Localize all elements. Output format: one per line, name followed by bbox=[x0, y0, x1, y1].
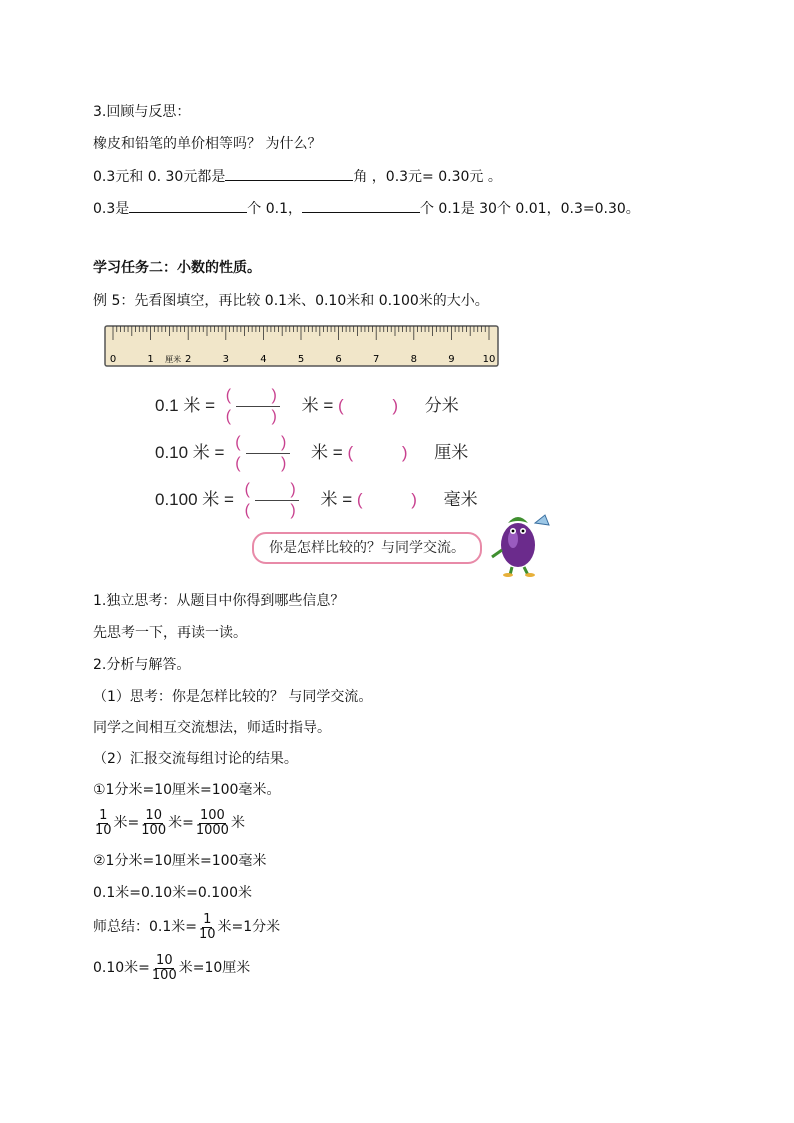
blank-fraction[interactable] bbox=[231, 433, 304, 474]
text: 个 0.1是 30个 0.01，0.3=0.30。 bbox=[419, 201, 640, 217]
paren: ( ) bbox=[225, 408, 295, 425]
text: 0.3元和 0. 30元都是 bbox=[93, 169, 226, 185]
eq-left: 0.10 米 = bbox=[155, 442, 225, 462]
numerator: 10 bbox=[145, 807, 162, 823]
result-3: 0.1米=0.10米=0.100米 bbox=[93, 885, 252, 901]
eq-unit: 分米 bbox=[424, 395, 459, 415]
text: 角 ，0.3元= 0.30元 。 bbox=[353, 169, 502, 185]
numerator: 10 bbox=[156, 952, 173, 968]
ruler-tick-label: 6 bbox=[335, 354, 342, 365]
summary-last bbox=[93, 952, 250, 984]
ruler-tick-label: 7 bbox=[373, 354, 380, 365]
step-2: 2.分析与解答。 bbox=[93, 657, 191, 673]
denominator: 100 bbox=[151, 967, 177, 983]
denominator: 10 bbox=[95, 822, 112, 838]
task2-title: 学习任务二：小数的性质。 bbox=[93, 260, 261, 276]
fraction-line bbox=[93, 807, 245, 839]
equation-2 bbox=[155, 433, 468, 474]
ruler-tick-label: 1 bbox=[147, 354, 154, 365]
numerator: 1 bbox=[99, 807, 108, 823]
result-2: ②1分米=10厘米=100毫米 bbox=[93, 853, 267, 869]
eq-mid: 米 = bbox=[311, 442, 343, 462]
text: 个 0.1， bbox=[247, 201, 302, 217]
text: 米=10厘米 bbox=[178, 960, 251, 976]
blank-fraction[interactable] bbox=[222, 386, 295, 427]
teacher-summary bbox=[93, 911, 280, 943]
equation-3 bbox=[155, 480, 478, 521]
step-2a: （1）思考：你是怎样比较的？ 与同学交流。 bbox=[93, 689, 373, 705]
numerator: 100 bbox=[199, 807, 225, 823]
equation-1 bbox=[155, 386, 459, 427]
fraction bbox=[140, 809, 167, 838]
denominator: 1000 bbox=[195, 822, 229, 838]
text: 0.3是 bbox=[93, 201, 130, 217]
step-1b: 先思考一下，再读一读。 bbox=[93, 625, 247, 641]
paren: ( ) bbox=[244, 502, 314, 519]
text: 米= bbox=[113, 815, 140, 831]
answer-blank[interactable] bbox=[225, 166, 353, 181]
ruler-tick-label: 10 bbox=[482, 354, 496, 365]
paren: ( ) bbox=[235, 455, 305, 472]
paren: ( ) bbox=[225, 387, 295, 404]
text: 0.10米= bbox=[93, 960, 150, 976]
eq-mid: 米 = bbox=[320, 489, 353, 509]
step-1: 1.独立思考：从题目中你得到哪些信息？ bbox=[93, 593, 345, 609]
blank-fraction[interactable] bbox=[241, 480, 314, 521]
eq-mid: 米 = bbox=[301, 395, 334, 415]
fraction bbox=[151, 954, 178, 983]
answer-blank[interactable] bbox=[129, 198, 247, 213]
ruler-tick-label: 4 bbox=[260, 354, 267, 365]
example-5: 例 5：先看图填空，再比较 0.1米、0.10米和 0.100米的大小。 bbox=[93, 293, 489, 309]
reflection-line1 bbox=[93, 166, 502, 186]
paren: ( ) bbox=[244, 481, 314, 498]
step-2b: 同学之间相互交流想法，师适时指导。 bbox=[93, 720, 331, 736]
answer-paren[interactable]: ( ) bbox=[337, 395, 421, 415]
answer-paren[interactable]: ( ) bbox=[347, 442, 430, 462]
step-2c: （2）汇报交流每组讨论的结果。 bbox=[93, 751, 298, 767]
reflection-heading: 3.回顾与反思： bbox=[93, 104, 191, 120]
denominator: 10 bbox=[199, 926, 216, 942]
ruler-tick-label: 9 bbox=[448, 354, 455, 365]
denominator: 100 bbox=[141, 822, 167, 838]
eq-left: 0.1 米 = bbox=[155, 395, 216, 415]
text: 米 bbox=[230, 815, 245, 831]
fraction bbox=[195, 809, 230, 838]
ruler-tick-label: 0 bbox=[109, 354, 117, 365]
numerator: 1 bbox=[203, 911, 212, 927]
eq-unit: 厘米 bbox=[434, 442, 469, 462]
paren: ( ) bbox=[235, 434, 305, 451]
ruler-tick-label: 8 bbox=[410, 354, 417, 365]
ruler-tick-label: 3 bbox=[222, 354, 229, 365]
reflection-line2 bbox=[93, 198, 640, 218]
fraction bbox=[198, 913, 217, 942]
ruler-tick-label: 5 bbox=[297, 354, 305, 365]
text: 米=1分米 bbox=[217, 919, 281, 935]
text: 米= bbox=[168, 815, 194, 831]
eggplant-mascot-icon bbox=[480, 505, 558, 577]
text: 师总结：0.1米= bbox=[93, 919, 197, 935]
ruler-tick-label: 2 bbox=[185, 354, 192, 365]
reflection-question: 橡皮和铅笔的单价相等吗？ 为什么？ bbox=[93, 136, 322, 152]
speech-bubble: 你是怎样比较的？与同学交流。 bbox=[252, 532, 482, 564]
ruler-unit-label: 厘米 bbox=[165, 355, 182, 364]
answer-paren[interactable]: ( ) bbox=[356, 489, 439, 509]
ruler-figure bbox=[104, 325, 499, 367]
result-1: ①1分米=10厘米=100毫米。 bbox=[93, 782, 281, 798]
fraction bbox=[94, 809, 113, 838]
eq-unit: 毫米 bbox=[443, 489, 478, 509]
eq-left: 0.100 米 = bbox=[155, 489, 234, 509]
answer-blank[interactable] bbox=[302, 198, 420, 213]
